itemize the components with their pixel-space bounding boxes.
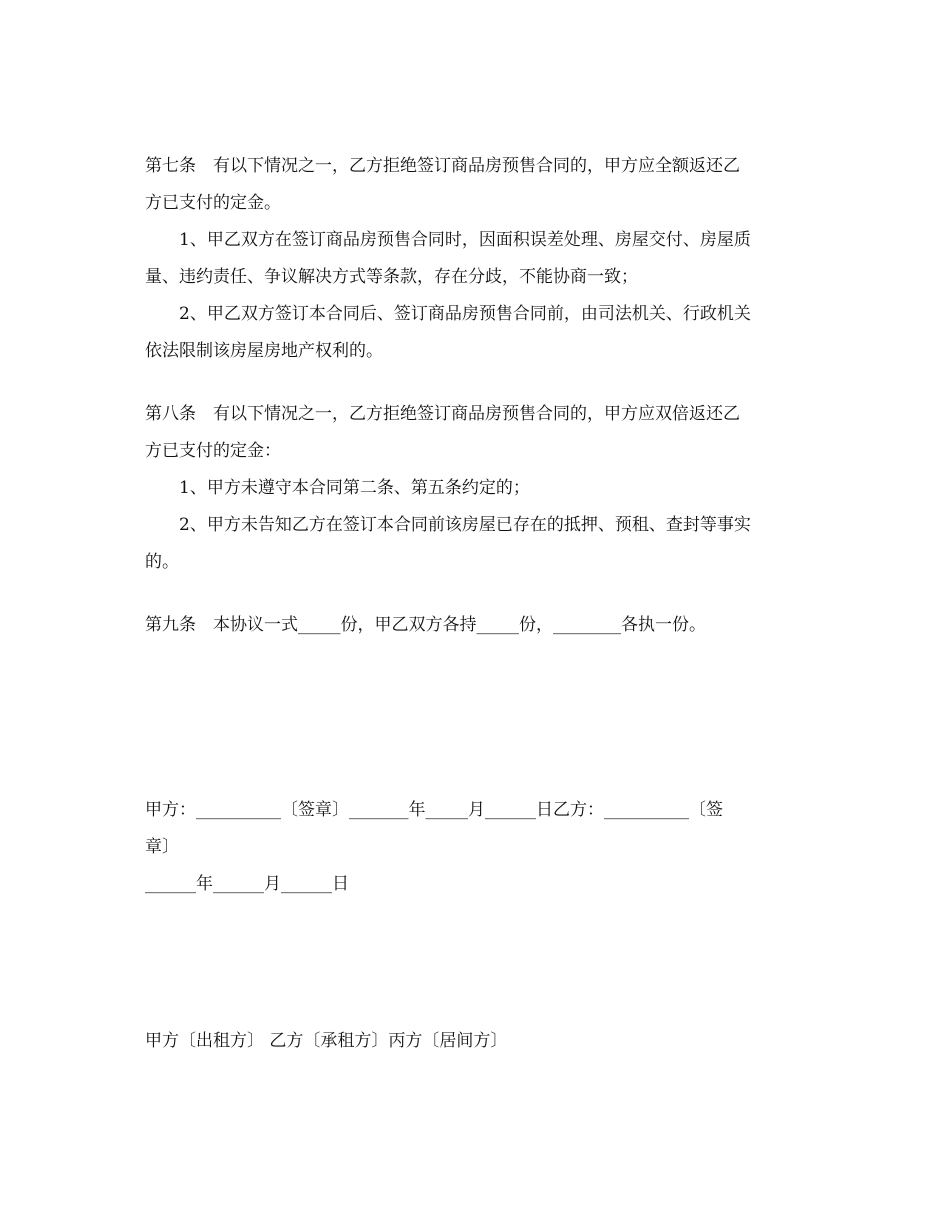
article8-item1: 1、甲方未遵守本合同第二条、第五条约定的； — [179, 478, 530, 498]
article9-text: 第九条 本协议一式_____份，甲乙双方各持_____份，________各执一份。 — [145, 615, 706, 635]
signature-line-cont: 章〕 — [145, 837, 179, 857]
article7-item1: 1、甲乙双方在签订商品房预售合同时，因面积误差处理、房屋交付、房屋质 — [179, 230, 751, 250]
article8-item2-cont: 的。 — [145, 552, 179, 572]
article8-heading-cont: 方已支付的定金： — [145, 441, 281, 461]
article7-item1-cont: 量、违约责任、争议解决方式等条款，存在分歧，不能协商一致； — [145, 267, 638, 287]
signature-line: 甲方：__________〔签章〕_______年_____月______日乙方：__________〔签 — [145, 800, 723, 820]
contract-page — [145, 148, 810, 1060]
article8-item2: 2、甲方未告知乙方在签订本合同前该房屋已存在的抵押、预租、查封等事实 — [179, 515, 751, 535]
article7-heading: 第七条 有以下情况之一，乙方拒绝签订商品房预售合同的，甲方应全额返还乙 — [145, 156, 740, 176]
article7-item2-cont: 依法限制该房屋房地产权利的。 — [145, 341, 383, 361]
article8-heading: 第八条 有以下情况之一，乙方拒绝签订商品房预售合同的，甲方应双倍返还乙 — [145, 404, 740, 424]
article7-item2: 2、甲乙双方签订本合同后、签订商品房预售合同前，由司法机关、行政机关 — [179, 304, 751, 324]
article7-heading-cont: 方已支付的定金。 — [145, 193, 281, 213]
parties-line: 甲方〔出租方〕 乙方〔承租方〕丙方〔居间方〕 — [145, 1031, 508, 1051]
signature-date-line: ______年______月______日 — [145, 874, 349, 894]
